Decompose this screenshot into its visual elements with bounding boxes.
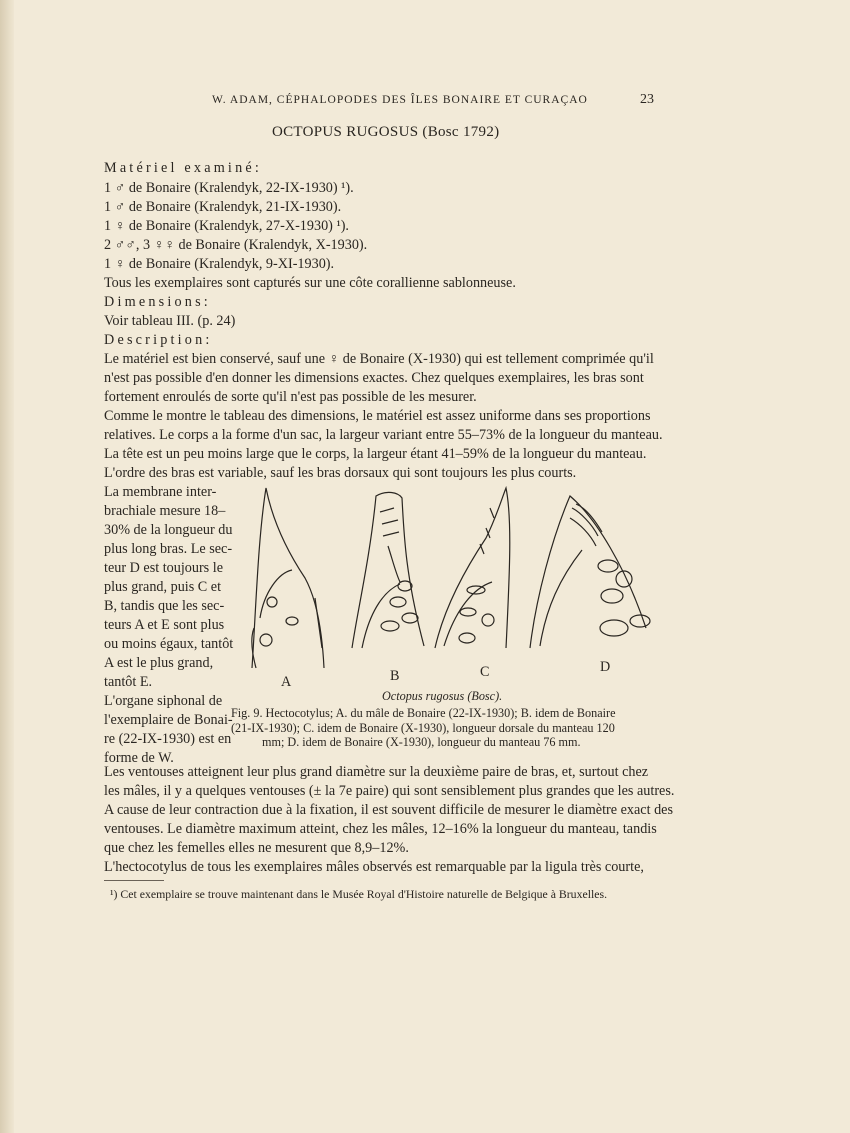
hectocotylus-c-drawing [435, 488, 510, 648]
side-column-line: brachiale mesure 18– [104, 503, 226, 519]
side-column-line: La membrane inter- [104, 484, 217, 500]
paragraph-line: fortement enroulés de sorte qu'il n'est pas possible de les mesurer. [104, 389, 477, 405]
side-column-line: plus long bras. Le sec- [104, 541, 233, 557]
running-header: W. ADAM, CÉPHALOPODES DES ÎLES BONAIRE ET CURAÇAO [212, 94, 588, 106]
figure-caption-line: (21-IX-1930); C. idem de Bonaire (X-1930), longueur dorsale du manteau 120 [231, 721, 615, 735]
dimensions-heading: Dimensions: [104, 294, 211, 310]
figure-label-a: A [281, 674, 292, 690]
materiel-note: Tous les exemplaires sont capturés sur une côte corallienne sablonneuse. [104, 275, 516, 291]
side-column-line: A est le plus grand, [104, 655, 214, 671]
dimensions-text: Voir tableau III. (p. 24) [104, 313, 236, 329]
side-column-line: forme de W. [104, 750, 174, 766]
paragraph-line: les mâles, il y a quelques ventouses (± la 7e paire) qui sont sensiblement plus grandes que les autres. [104, 783, 675, 799]
paragraph-line: L'ordre des bras est variable, sauf les bras dorsaux qui sont toujours les plus courts. [104, 465, 577, 481]
materiel-item: 1 ♂ de Bonaire (Kralendyk, 22-IX-1930) ¹). [104, 180, 354, 196]
materiel-item: 2 ♂♂, 3 ♀♀ de Bonaire (Kralendyk, X-1930). [104, 237, 368, 253]
paragraph-line: ventouses. Le diamètre maximum atteint, chez les mâles, 12–16% la longueur du manteau, tandis [104, 821, 657, 837]
side-column-line: plus grand, puis C et [104, 579, 222, 595]
footnote: ¹) Cet exemplaire se trouve maintenant dans le Musée Royal d'Histoire naturelle de Belgique à Bruxelles. [110, 887, 608, 901]
page-binding-edge [0, 0, 14, 1133]
side-column-line: tantôt E. [104, 674, 153, 690]
materiel-item: 1 ♂ de Bonaire (Kralendyk, 21-IX-1930). [104, 199, 342, 215]
figure-label-c: C [480, 664, 490, 680]
side-column-line: ou moins égaux, tantôt [104, 636, 234, 652]
paragraph-line: Le matériel est bien conservé, sauf une ♀ de Bonaire (X-1930) qui est tellement comprimée qu'il [104, 351, 654, 367]
figure-caption-line: Fig. 9. Hectocotylus; A. du mâle de Bonaire (22-IX-1930); B. idem de Bonaire [231, 706, 616, 720]
materiel-item: 1 ♀ de Bonaire (Kralendyk, 27-X-1930) ¹). [104, 218, 349, 234]
paragraph-line: A cause de leur contraction due à la fixation, il est souvent difficile de mesurer le diamètre exact des [104, 802, 673, 818]
side-column-line: teurs A et E sont plus [104, 617, 225, 633]
description-heading: Description: [104, 332, 213, 348]
footnote-rule [104, 880, 164, 881]
hectocotylus-d-drawing [530, 496, 650, 648]
side-column-line: teur D est toujours le [104, 560, 223, 576]
side-column-line: B, tandis que les sec- [104, 598, 225, 614]
hectocotylus-a-drawing [252, 488, 324, 668]
paragraph-line: L'hectocotylus de tous les exemplaires mâles observés est remarquable par la ligula très courte, [104, 859, 644, 875]
materiel-item: 1 ♀ de Bonaire (Kralendyk, 9-XI-1930). [104, 256, 335, 272]
side-column-line: re (22-IX-1930) est en [104, 731, 232, 747]
paragraph-line: relatives. Le corps a la forme d'un sac, la largeur variant entre 55–73% de la longueur du manteau. [104, 427, 663, 443]
section-title: OCTOPUS RUGOSUS (Bosc 1792) [272, 124, 500, 140]
paragraph-line: n'est pas possible d'en donner les dimensions exactes. Chez quelques exemplaires, les bras sont [104, 370, 644, 386]
figure-label-d: D [600, 659, 611, 675]
paragraph-line: La tête est un peu moins large que le corps, la largeur étant 41–59% de la longueur du manteau. [104, 446, 647, 462]
figure-label-b: B [390, 668, 400, 684]
figure-caption-line: mm; D. idem de Bonaire (X-1930), longueur du manteau 76 mm. [262, 735, 581, 749]
page-number: 23 [640, 92, 654, 107]
paragraph-line: Les ventouses atteignent leur plus grand diamètre sur la deuxième paire de bras, et, surtout chez [104, 764, 649, 780]
paragraph-line: que chez les femelles elles ne mesurent que 8,9–12%. [104, 840, 409, 856]
materiel-heading: Matériel examiné: [104, 160, 263, 176]
side-column-line: 30% de la longueur du [104, 522, 233, 538]
paragraph-line: Comme le montre le tableau des dimensions, le matériel est assez uniforme dans ses proportions [104, 408, 651, 424]
side-column-line: l'exemplaire de Bonai- [104, 712, 233, 728]
hectocotylus-b-drawing [352, 492, 424, 648]
figure-title: Octopus rugosus (Bosc). [382, 689, 503, 703]
side-column-line: L'organe siphonal de [104, 693, 223, 709]
